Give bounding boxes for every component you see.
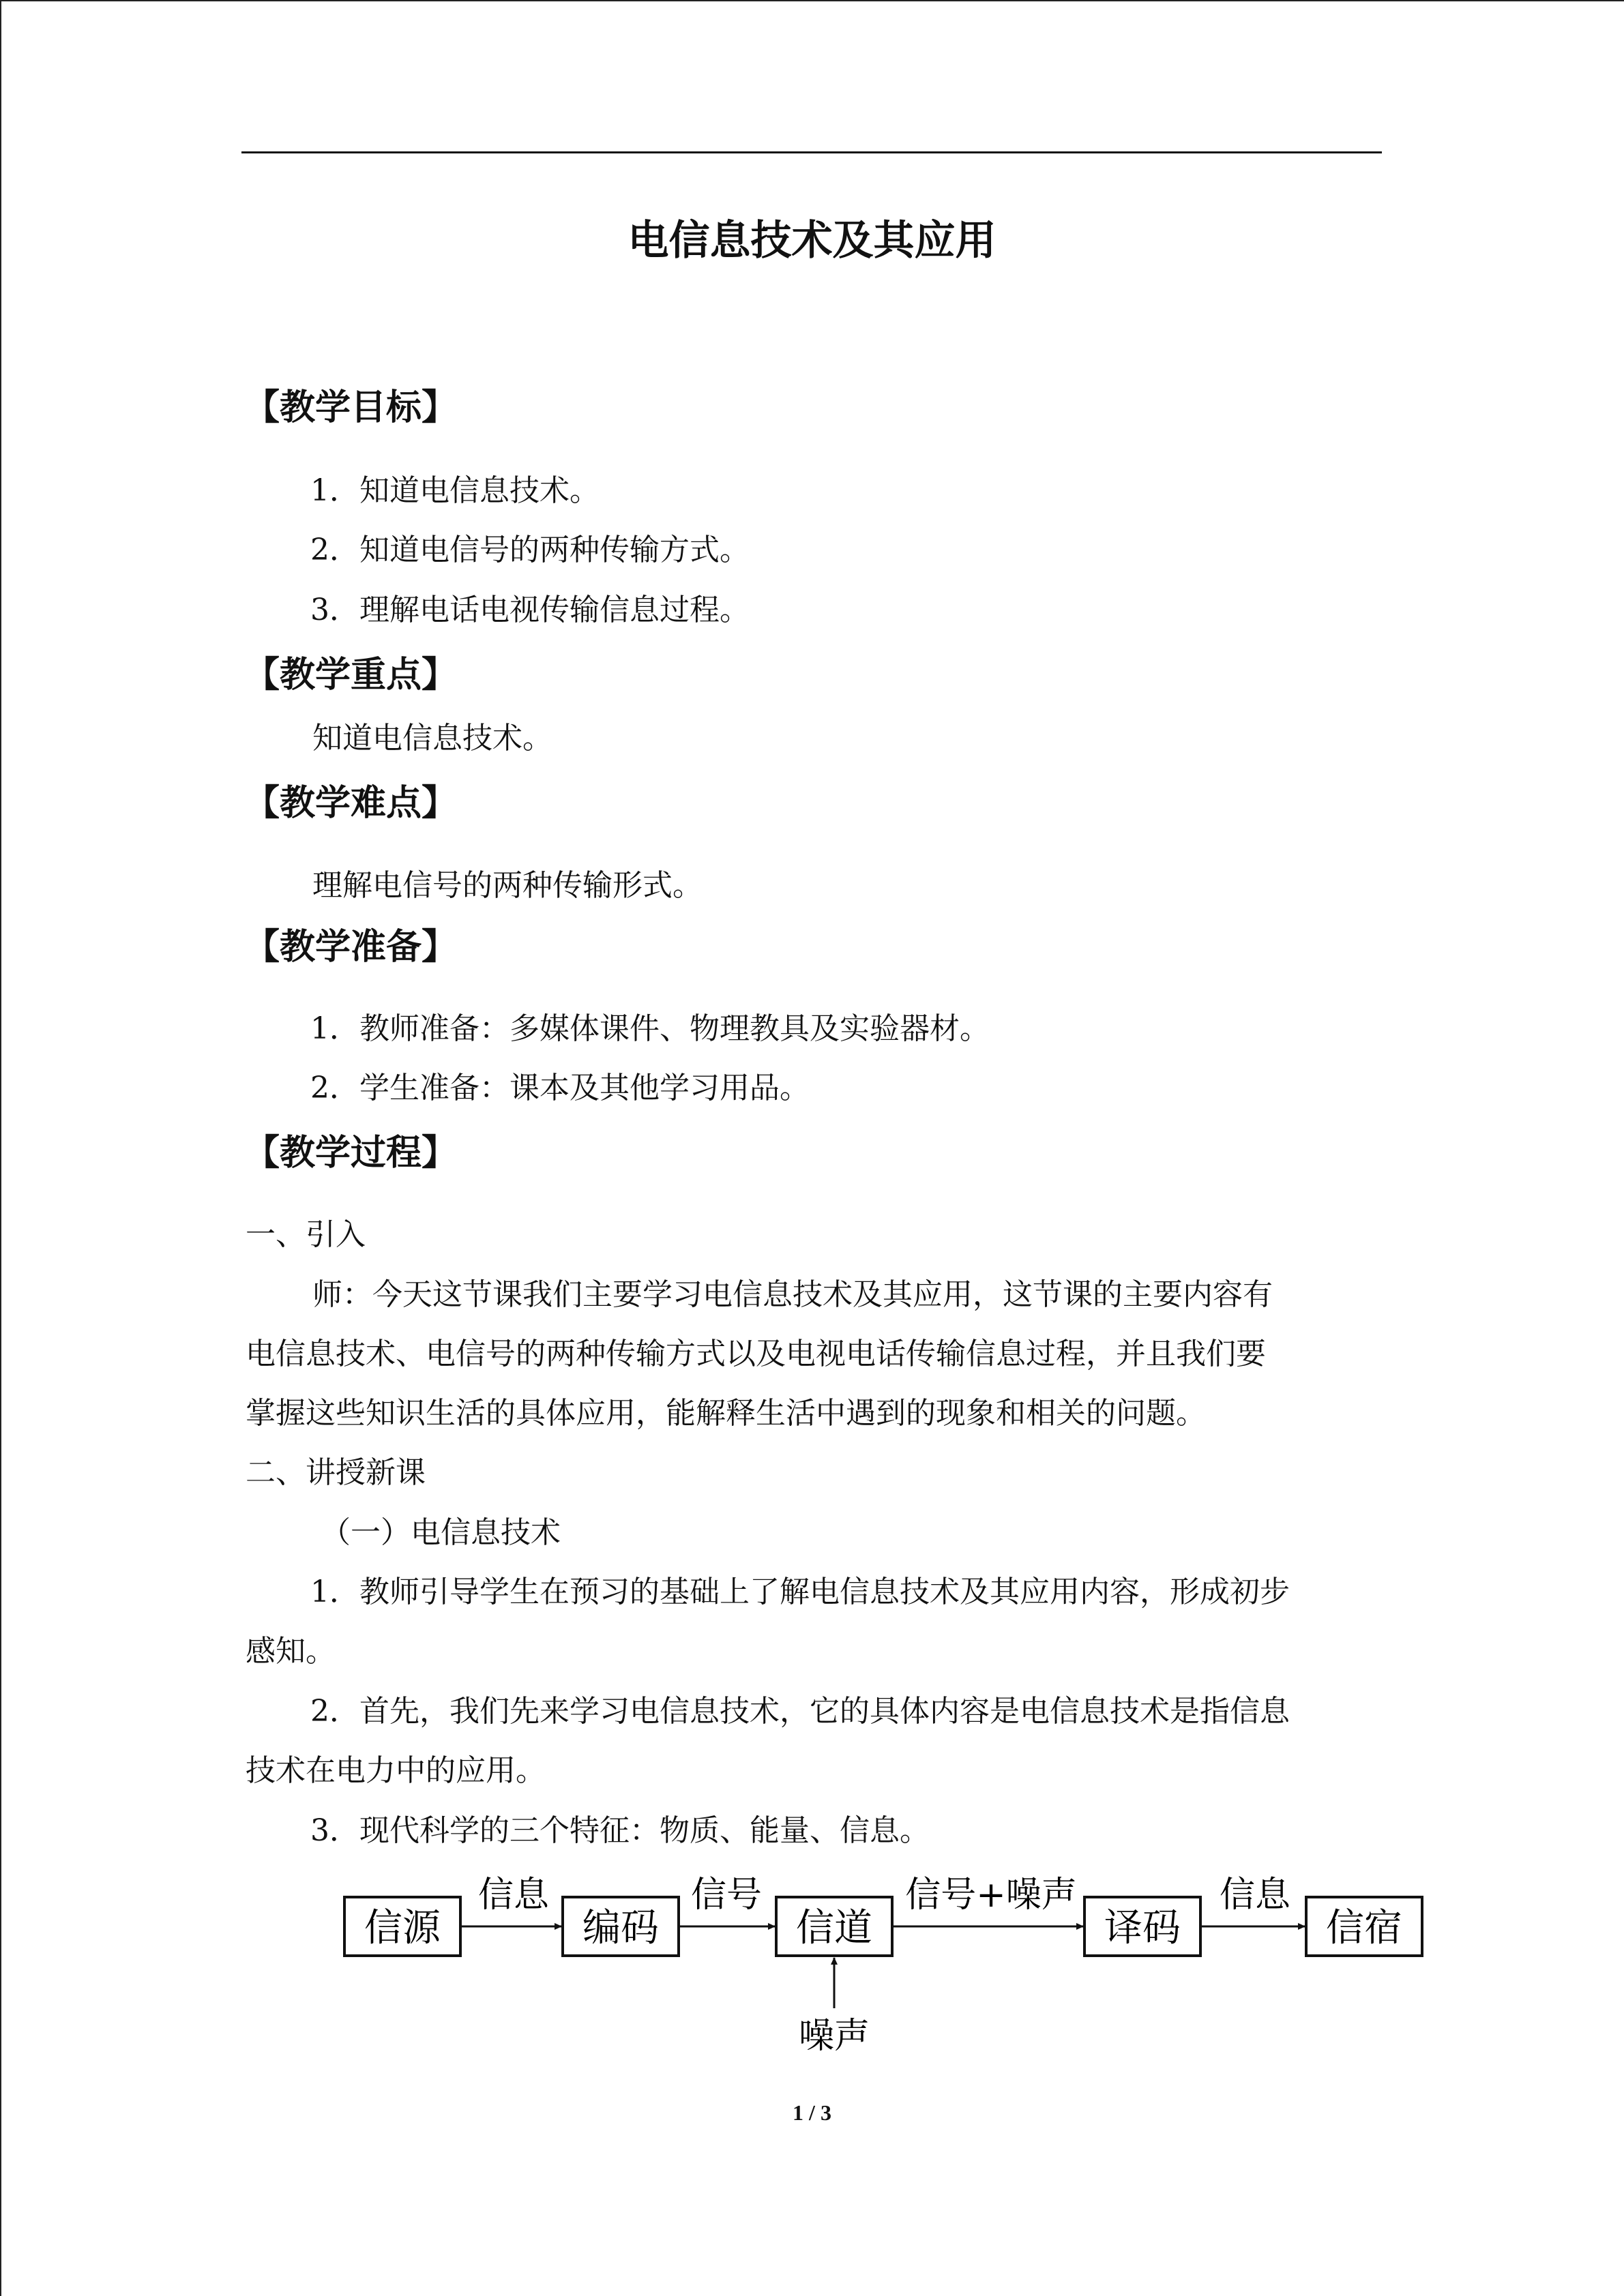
objectives-heading: 【教学目标】: [244, 387, 458, 428]
preparation-heading: 【教学准备】: [244, 927, 458, 968]
intro-line-2: 电信息技术、电信号的两种传输方式以及电视电话传输信息过程，并且我们要: [246, 1337, 1266, 1371]
key-points-heading: 【教学重点】: [244, 655, 458, 696]
flow-arrow-label-4: 信息: [1219, 1875, 1291, 1915]
preparation-item-1: 1．教师准备：多媒体课件、物理教具及实验器材。: [310, 1011, 990, 1046]
flow-box-encode-label: 编码: [582, 1906, 659, 1950]
flow-box-channel-label: 信道: [796, 1906, 872, 1950]
difficulties-heading: 【教学难点】: [244, 783, 458, 824]
step3-line: 3．现代科学的三个特征：物质、能量、信息。: [310, 1813, 930, 1848]
flow-box-decode-label: 译码: [1104, 1906, 1181, 1950]
page-number: 1 / 3: [793, 2100, 831, 2125]
flow-arrow-label-1: 信息: [477, 1875, 550, 1915]
step2-line-2: 技术在电力中的应用。: [246, 1753, 546, 1788]
difficulties-text: 理解电信号的两种传输形式。: [312, 868, 703, 903]
objective-item-1: 1．知道电信息技术。: [310, 473, 600, 508]
noise-label: 噪声: [798, 2016, 870, 2057]
step1-line-2: 感知。: [246, 1634, 336, 1669]
step1-line-1: 1．教师引导学生在预习的基础上了解电信息技术及其应用内容，形成初步: [310, 1575, 1290, 1609]
intro-line-3: 掌握这些知识生活的具体应用，能解释生活中遇到的现象和相关的问题。: [246, 1396, 1206, 1431]
intro-line-1: 师：今天这节课我们主要学习电信息技术及其应用，这节课的主要内容有: [312, 1277, 1273, 1312]
intro-label: 一、引入: [246, 1217, 366, 1252]
flow-box-sink-label: 信宿: [1326, 1906, 1402, 1950]
objective-item-3: 3．理解电话电视传输信息过程。: [310, 593, 750, 627]
flow-arrow-label-3: 信号+噪声: [905, 1875, 1077, 1915]
new-lesson-label: 二、讲授新课: [246, 1455, 426, 1490]
header-rule: [241, 151, 1382, 153]
subsection-label: （一）电信息技术: [321, 1515, 561, 1550]
process-heading: 【教学过程】: [244, 1133, 458, 1174]
objective-item-2: 2．知道电信号的两种传输方式。: [310, 533, 750, 567]
key-points-text: 知道电信息技术。: [312, 721, 552, 756]
step2-line-1: 2．首先，我们先来学习电信息技术，它的具体内容是电信息技术是指信息: [310, 1694, 1290, 1729]
preparation-item-2: 2．学生准备：课本及其他学习用品。: [310, 1071, 810, 1105]
flow-box-source-label: 信源: [364, 1906, 441, 1950]
communication-flow-diagram: [338, 1862, 1432, 2059]
document-title: 电信息技术及其应用: [628, 217, 996, 265]
flow-arrow-label-2: 信号: [690, 1875, 763, 1915]
